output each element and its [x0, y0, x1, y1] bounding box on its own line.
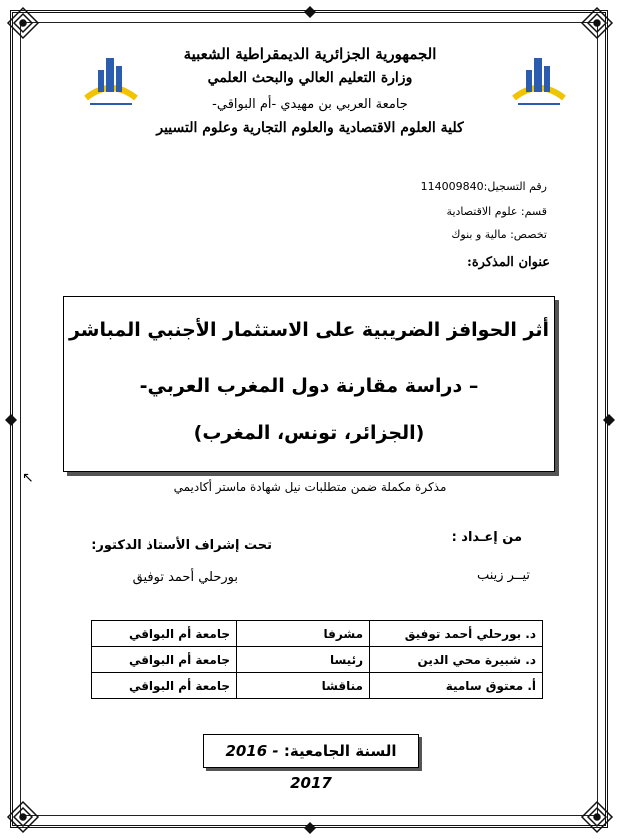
jury-affiliation: جامعة أم البواقي [92, 621, 237, 647]
ministry-heading: وزارة التعليم العالي والبحث العلمي [207, 70, 413, 86]
thesis-title-line-2: – دراسة مقارنة دول المغرب العربي- [139, 375, 479, 397]
jury-role: رئيسا [237, 647, 370, 673]
thesis-title-line-1: أثر الحوافز الضريبية على الاستثمار الأجنبي المباشر [68, 319, 550, 341]
university-heading: جامعة العربي بن مهيدي -أم البواقي- [212, 97, 408, 112]
corner-ornament-top-left-icon [6, 6, 40, 40]
jury-table [91, 620, 543, 699]
academic-year-label: السنة الجامعية: [283, 742, 397, 760]
prepared-by-label: من إعـداد : [451, 530, 522, 545]
mouse-cursor-icon: ↖ [22, 470, 34, 486]
jury-role: مناقشا [237, 673, 370, 699]
supervisor-name: بورحلي أحمد توفيق [132, 570, 238, 585]
thesis-title-line-3: (الجزائر، تونس، المغرب) [193, 422, 425, 444]
jury-name: د. شبيرة محي الدين [370, 647, 543, 673]
faculty-heading: كلية العلوم الاقتصادية والعلوم التجارية وعلوم التسيير [156, 120, 464, 136]
jury-name: د. بورحلي أحمد توفيق [370, 621, 543, 647]
table-row [92, 647, 543, 673]
registration-number: رقم التسجيل:114009840 [420, 180, 547, 193]
jury-affiliation: جامعة أم البواقي [92, 673, 237, 699]
academic-year-box [203, 734, 419, 792]
supervisor-label: تحت إشراف الأستاذ الدكتور: [91, 538, 272, 553]
corner-ornament-top-right-icon [580, 6, 614, 40]
corner-ornament-bottom-right-icon [580, 800, 614, 834]
student-name: تيــر زينب [476, 568, 530, 583]
specialty-label: تخصص: مالية و بنوك [451, 228, 547, 241]
jury-affiliation: جامعة أم البواقي [92, 647, 237, 673]
corner-ornament-bottom-left-icon [6, 800, 40, 834]
border-diamond-icon [603, 414, 615, 426]
academic-year-value: 2016 - 2017 [225, 742, 332, 792]
table-row [92, 673, 543, 699]
republic-heading: الجمهورية الجزائرية الديمقراطية الشعبية [183, 45, 437, 63]
jury-role: مشرفا [237, 621, 370, 647]
thesis-title-box [63, 296, 555, 472]
table-row [92, 621, 543, 647]
border-diamond-icon [304, 6, 316, 18]
border-diamond-icon [304, 822, 316, 834]
jury-name: أ. معتوق سامية [370, 673, 543, 699]
thesis-note: مذكرة مكملة ضمن متطلبات نيل شهادة ماستر أكاديمي [173, 480, 447, 494]
border-diamond-icon [5, 414, 17, 426]
memo-title-label: عنوان المذكرة: [467, 255, 550, 270]
department-label: قسم: علوم الاقتصادية [446, 205, 547, 218]
